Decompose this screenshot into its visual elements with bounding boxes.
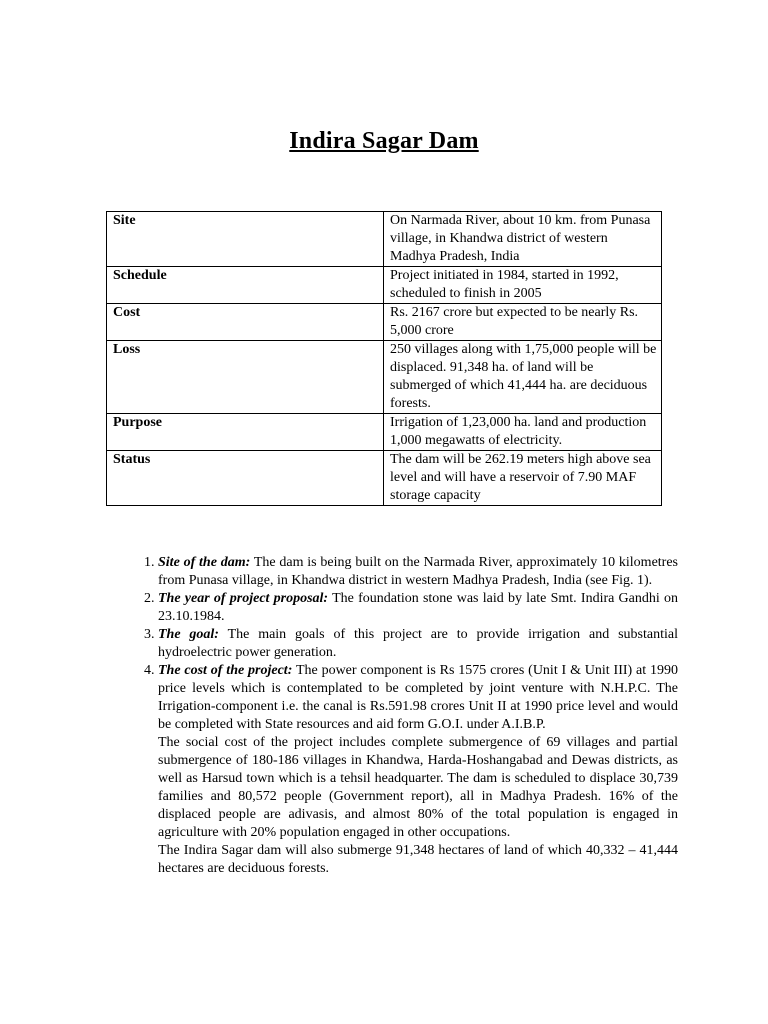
- table-value: Project initiated in 1984, started in 1992, scheduled to finish in 2005: [384, 267, 662, 304]
- table-row: [107, 341, 662, 414]
- table-value: Irrigation of 1,23,000 ha. land and production 1,000 megawatts of electricity.: [384, 414, 662, 451]
- list-item: [158, 626, 678, 662]
- point-heading: The goal:: [158, 627, 219, 642]
- table-value: The dam will be 262.19 meters high above sea level and will have a reservoir of 7.90 MAF storage capacity: [384, 451, 662, 506]
- point-text: The main goals of this project are to provide irrigation and substantial hydroelectric power generation.: [158, 627, 678, 660]
- table-label: Loss: [107, 341, 384, 414]
- table-label: Cost: [107, 304, 384, 341]
- list-item: [158, 554, 678, 590]
- table-label: Status: [107, 451, 384, 506]
- table-value: 250 villages along with 1,75,000 people will be displaced. 91,348 ha. of land will be submerged of which 41,444 ha. are deciduous forests.: [384, 341, 662, 414]
- table-row: [107, 267, 662, 304]
- paragraph: The Indira Sagar dam will also submerge 91,348 hectares of land of which 40,332 – 41,444 hectares are deciduous forests.: [158, 843, 678, 876]
- paragraph: The social cost of the project includes complete submergence of 69 villages and partial submergence of 180-186 villages in Khandwa, Harda-Hoshangabad and Dewas districts, as well as Harsud town which is a tehsil headquarter. The dam is scheduled to displace 30,739 families and 80,572 people (Government report), all in Madhya Pradesh. 16% of the displaced people are adivasis, and almost 80% of the total population is engaged in agriculture with 20% population engaged in other occupations.: [158, 735, 678, 840]
- table-label: Purpose: [107, 414, 384, 451]
- table-label: Site: [107, 212, 384, 267]
- points-list: [135, 554, 678, 878]
- point-text: The dam is being built on the Narmada River, approximately 10 kilometres from Punasa village, in Khandwa district in western Madhya Pradesh, India (see Fig. 1).: [158, 555, 678, 588]
- page-title: Indira Sagar Dam: [289, 128, 479, 154]
- table-label: Schedule: [107, 267, 384, 304]
- point-text: The foundation stone was laid by late Smt. Indira Gandhi on 23.10.1984.: [158, 591, 678, 624]
- table-value: Rs. 2167 crore but expected to be nearly Rs. 5,000 crore: [384, 304, 662, 341]
- point-text: The power component is Rs 1575 crores (Unit I & Unit III) at 1990 price levels which is contemplated to be completed by joint venture with N.H.P.C. The Irrigation-component i.e. the canal is Rs.591.98 crores Unit II at 1990 price level and would be completed with State resources and aid form G.O.I. under A.I.B.P.: [158, 663, 678, 732]
- list-item: [158, 590, 678, 626]
- table-value: On Narmada River, about 10 km. from Punasa village, in Khandwa district of western Madhya Pradesh, India: [384, 212, 662, 267]
- table-row: [107, 212, 662, 267]
- point-heading: The year of project proposal:: [158, 591, 329, 606]
- info-table: [106, 211, 662, 506]
- point-heading: Site of the dam:: [158, 555, 251, 570]
- table-row: [107, 304, 662, 341]
- table-row: [107, 451, 662, 506]
- point-heading: The cost of the project:: [158, 663, 293, 678]
- table-row: [107, 414, 662, 451]
- list-item: [158, 662, 678, 878]
